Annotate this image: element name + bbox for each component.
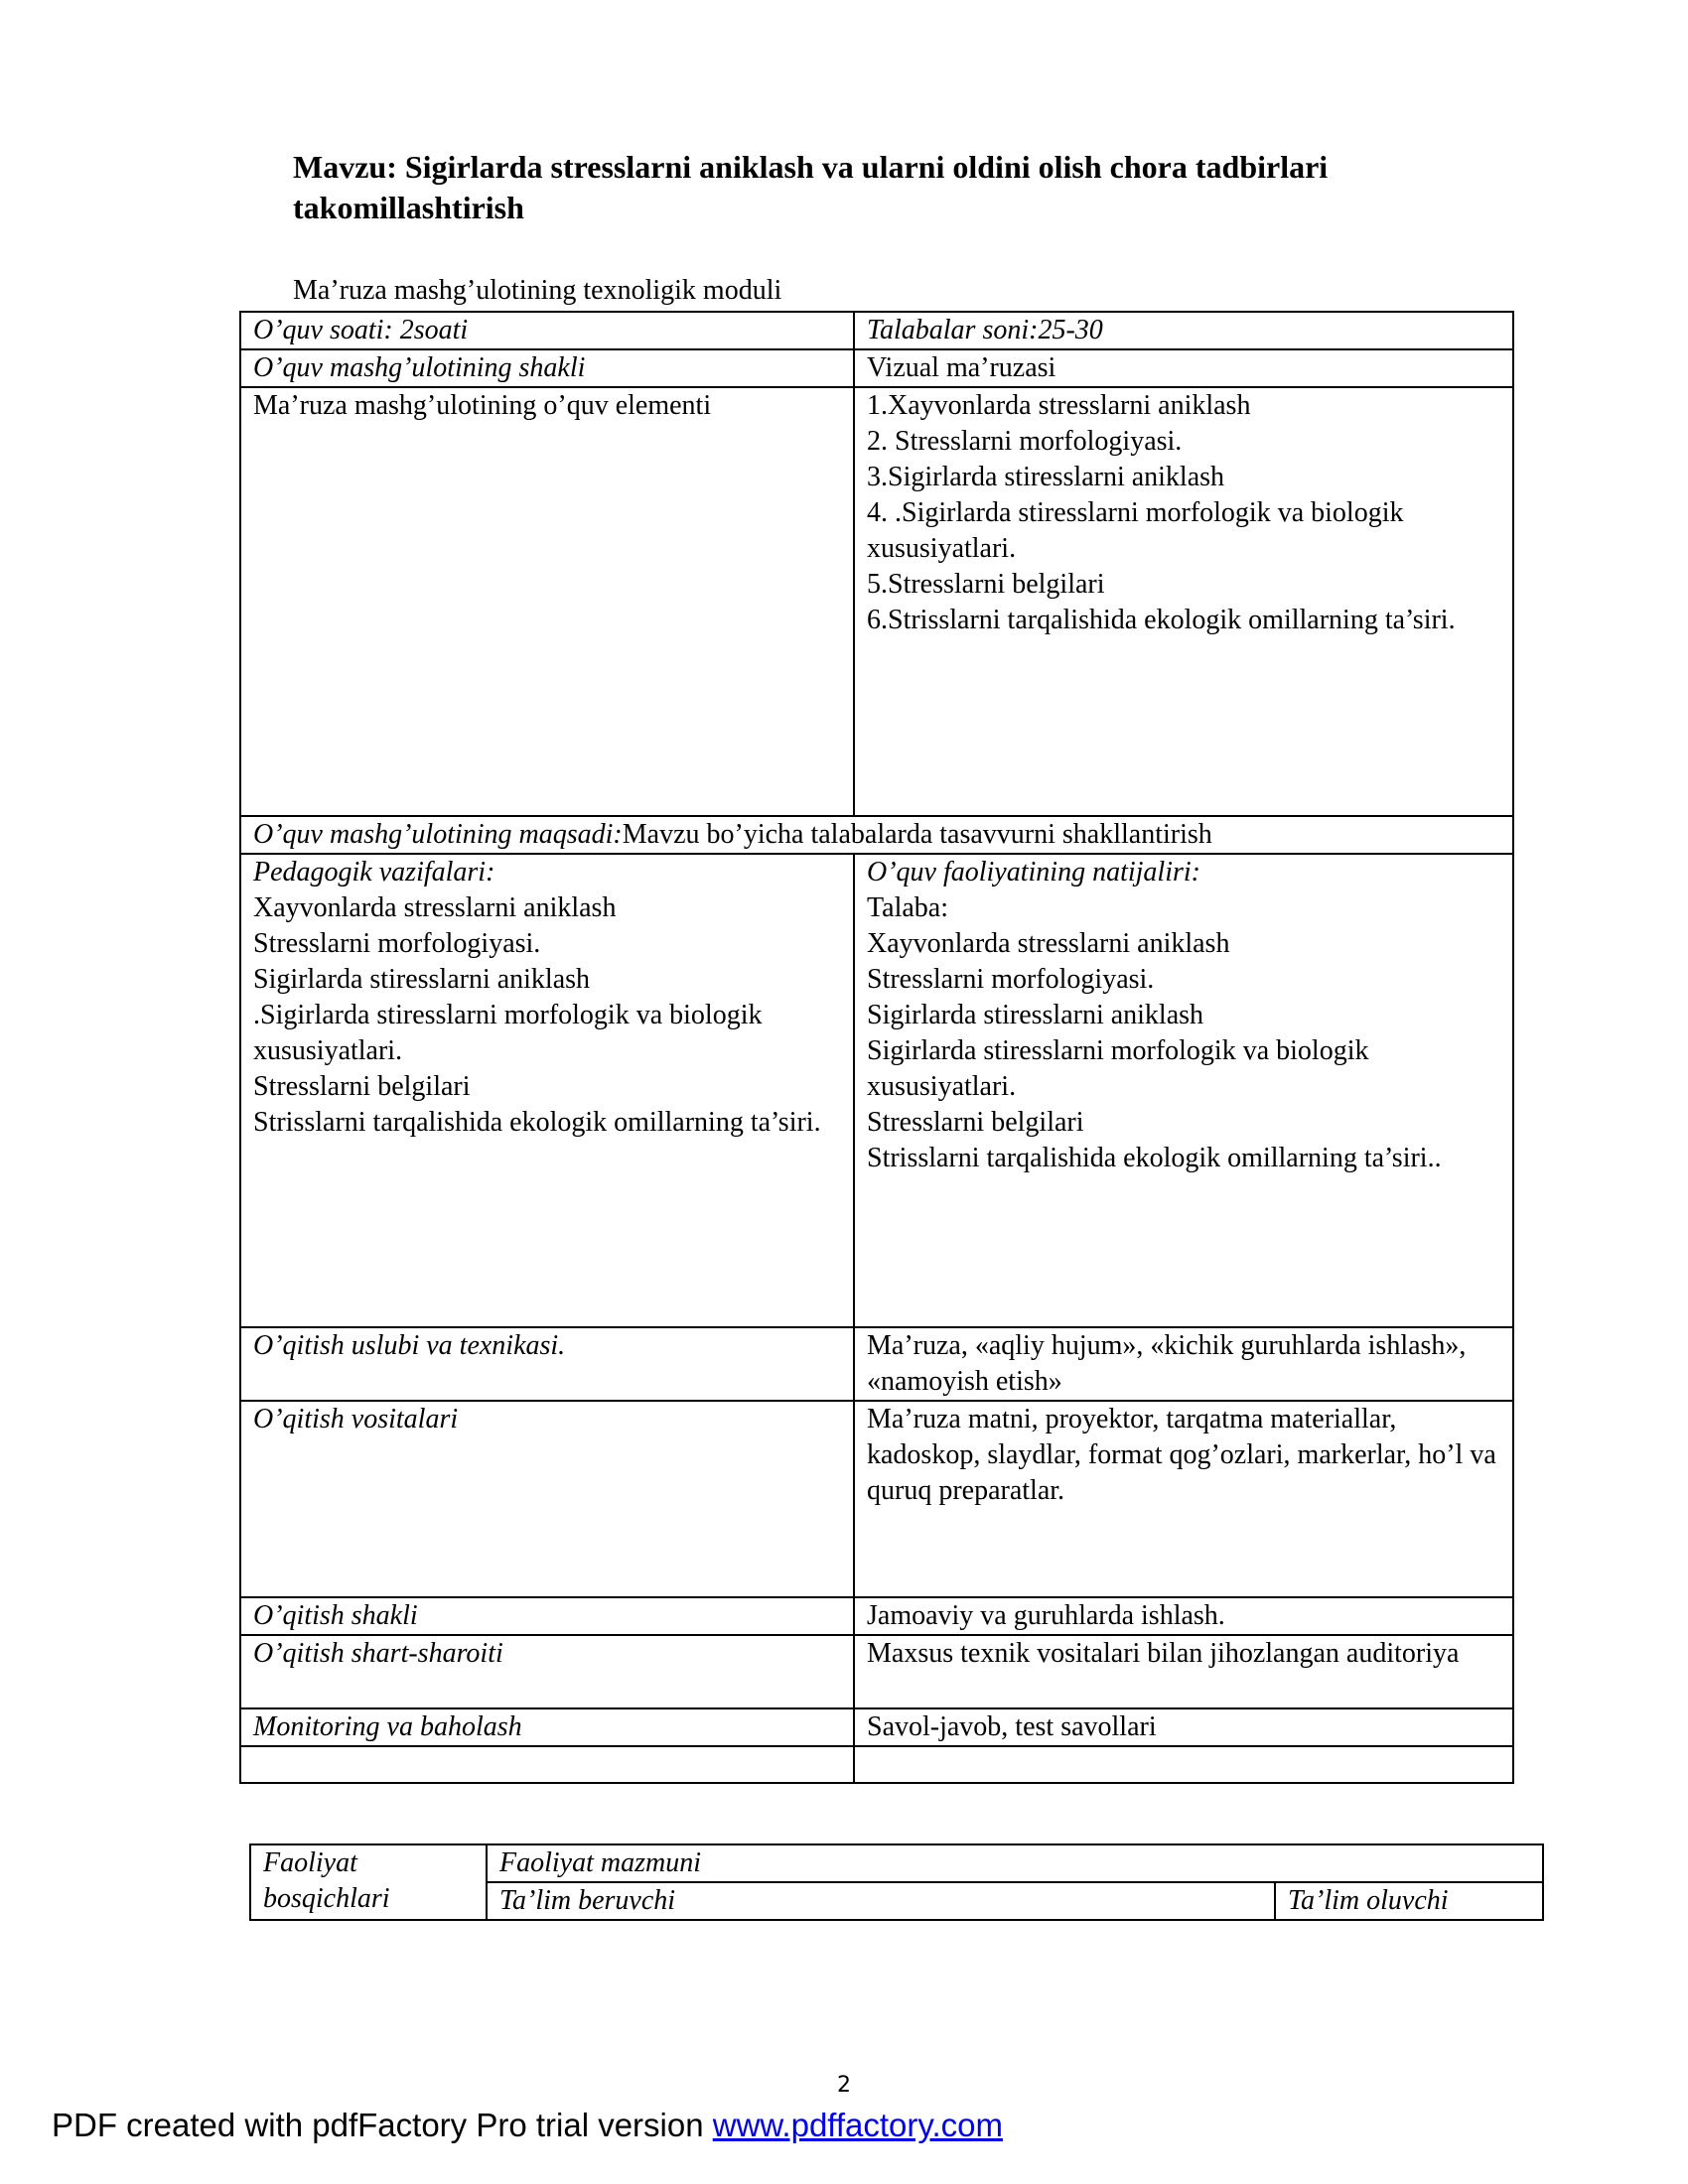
table-row bbox=[240, 349, 1513, 387]
teaching-form-label-cell: O’qitish shakli bbox=[240, 1597, 854, 1635]
method-value-cell: Ma’ruza, «aqliy hujum», «kichik guruhlarda ishlash», «namoyish etish» bbox=[854, 1327, 1513, 1401]
teacher-header: Ta’lim beruvchi bbox=[487, 1882, 1275, 1920]
footer-text: PDF created with pdfFactory Pro trial version bbox=[52, 2107, 713, 2143]
tasks-value: Xayvonlarda stresslarni aniklash Stresslarni morfologiyasi. Sigirlarda stiresslarni aniklash .Sigirlarda stiresslarni morfologik va biologik xususiyatlari. Stresslarni belgilari Strisslarni tarqalishida ekologik omillarning ta’siri. bbox=[253, 892, 821, 1138]
tools-value-cell: Ma’ruza matni, proyektor, tarqatma materiallar, kadoskop, slaydlar, format qog’ozlari, markerlar, ho’l va quruq preparatlar. bbox=[854, 1401, 1513, 1597]
table-row bbox=[240, 312, 1513, 349]
table-row bbox=[240, 387, 1513, 816]
table-row bbox=[240, 816, 1513, 854]
goal-label: O’quv mashg’ulotining maqsadi: bbox=[253, 819, 623, 850]
table-row bbox=[240, 1708, 1513, 1746]
table-row bbox=[240, 1597, 1513, 1635]
document-title: Mavzu: Sigirlarda stresslarni aniklash va ularni oldini olish chora tadbirlari takomillashtirish bbox=[293, 149, 1329, 225]
table-row bbox=[240, 854, 1513, 1327]
elements-label-cell: Ma’ruza mashg’ulotining o’quv elementi bbox=[240, 387, 854, 816]
module-table bbox=[239, 311, 1514, 1784]
learner-header: Ta’lim oluvchi bbox=[1275, 1882, 1543, 1920]
tasks-label: Pedagogik vazifalari: bbox=[253, 857, 495, 887]
content-header: Faoliyat mazmuni bbox=[487, 1844, 1543, 1882]
table-row bbox=[250, 1844, 1543, 1882]
goal-value: Mavzu bo’yicha talabalarda tasavvurni shakllantirish bbox=[622, 819, 1212, 850]
stages-header: Faoliyat bosqichlari bbox=[250, 1844, 487, 1920]
table-row bbox=[240, 1635, 1513, 1708]
tools-label-cell: O’qitish vositalari bbox=[240, 1401, 854, 1597]
table-row bbox=[240, 1746, 1513, 1783]
table-caption: Ma’ruza mashg’ulotining texnoligik moduli bbox=[293, 275, 782, 306]
monitoring-label-cell: Monitoring va baholash bbox=[240, 1708, 854, 1746]
activity-table bbox=[249, 1843, 1544, 1921]
conditions-label-cell: O’qitish shart-sharoiti bbox=[240, 1635, 854, 1708]
teaching-form-value-cell: Jamoaviy va guruhlarda ishlash. bbox=[854, 1597, 1513, 1635]
elements-value-cell: 1.Xayvonlarda stresslarni aniklash 2. Stresslarni morfologiyasi. 3.Sigirlarda stiresslarni aniklash 4. .Sigirlarda stiresslarni morfologik va biologik xususiyatlari. 5.Stresslarni belgilari 6.Strisslarni tarqalishida ekologik omillarning ta’siri. bbox=[854, 387, 1513, 816]
goal-cell bbox=[240, 816, 1513, 854]
page-number: 2 bbox=[837, 2073, 851, 2098]
method-label-cell: O’qitish uslubi va texnikasi. bbox=[240, 1327, 854, 1401]
conditions-value-cell: Maxsus texnik vositalari bilan jihozlangan auditoriya bbox=[854, 1635, 1513, 1708]
footer-link[interactable]: www.pdffactory.com bbox=[712, 2107, 1003, 2143]
monitoring-value-cell: Savol-javob, test savollari bbox=[854, 1708, 1513, 1746]
table-row bbox=[240, 1401, 1513, 1597]
pdf-footer bbox=[52, 2107, 1003, 2144]
results-label: O’quv faoliyatining natijaliri: bbox=[867, 857, 1200, 887]
empty-cell bbox=[240, 1746, 854, 1783]
tasks-cell bbox=[240, 854, 854, 1327]
table-row bbox=[240, 1327, 1513, 1401]
students-cell: Talabalar soni:25-30 bbox=[854, 312, 1513, 349]
results-value: Talaba: Xayvonlarda stresslarni aniklash Stresslarni morfologiyasi. Sigirlarda stiresslarni aniklash Sigirlarda stiresslarni morfologik va biologik xususiyatlari. Stresslarni belgilari Strisslarni tarqalishida ekologik omillarning ta’siri.. bbox=[867, 892, 1442, 1173]
form-value-cell: Vizual ma’ruzasi bbox=[854, 349, 1513, 387]
study-hours-cell: O’quv soati: 2soati bbox=[240, 312, 854, 349]
results-cell bbox=[854, 854, 1513, 1327]
form-label-cell: O’quv mashg’ulotining shakli bbox=[240, 349, 854, 387]
empty-cell bbox=[854, 1746, 1513, 1783]
